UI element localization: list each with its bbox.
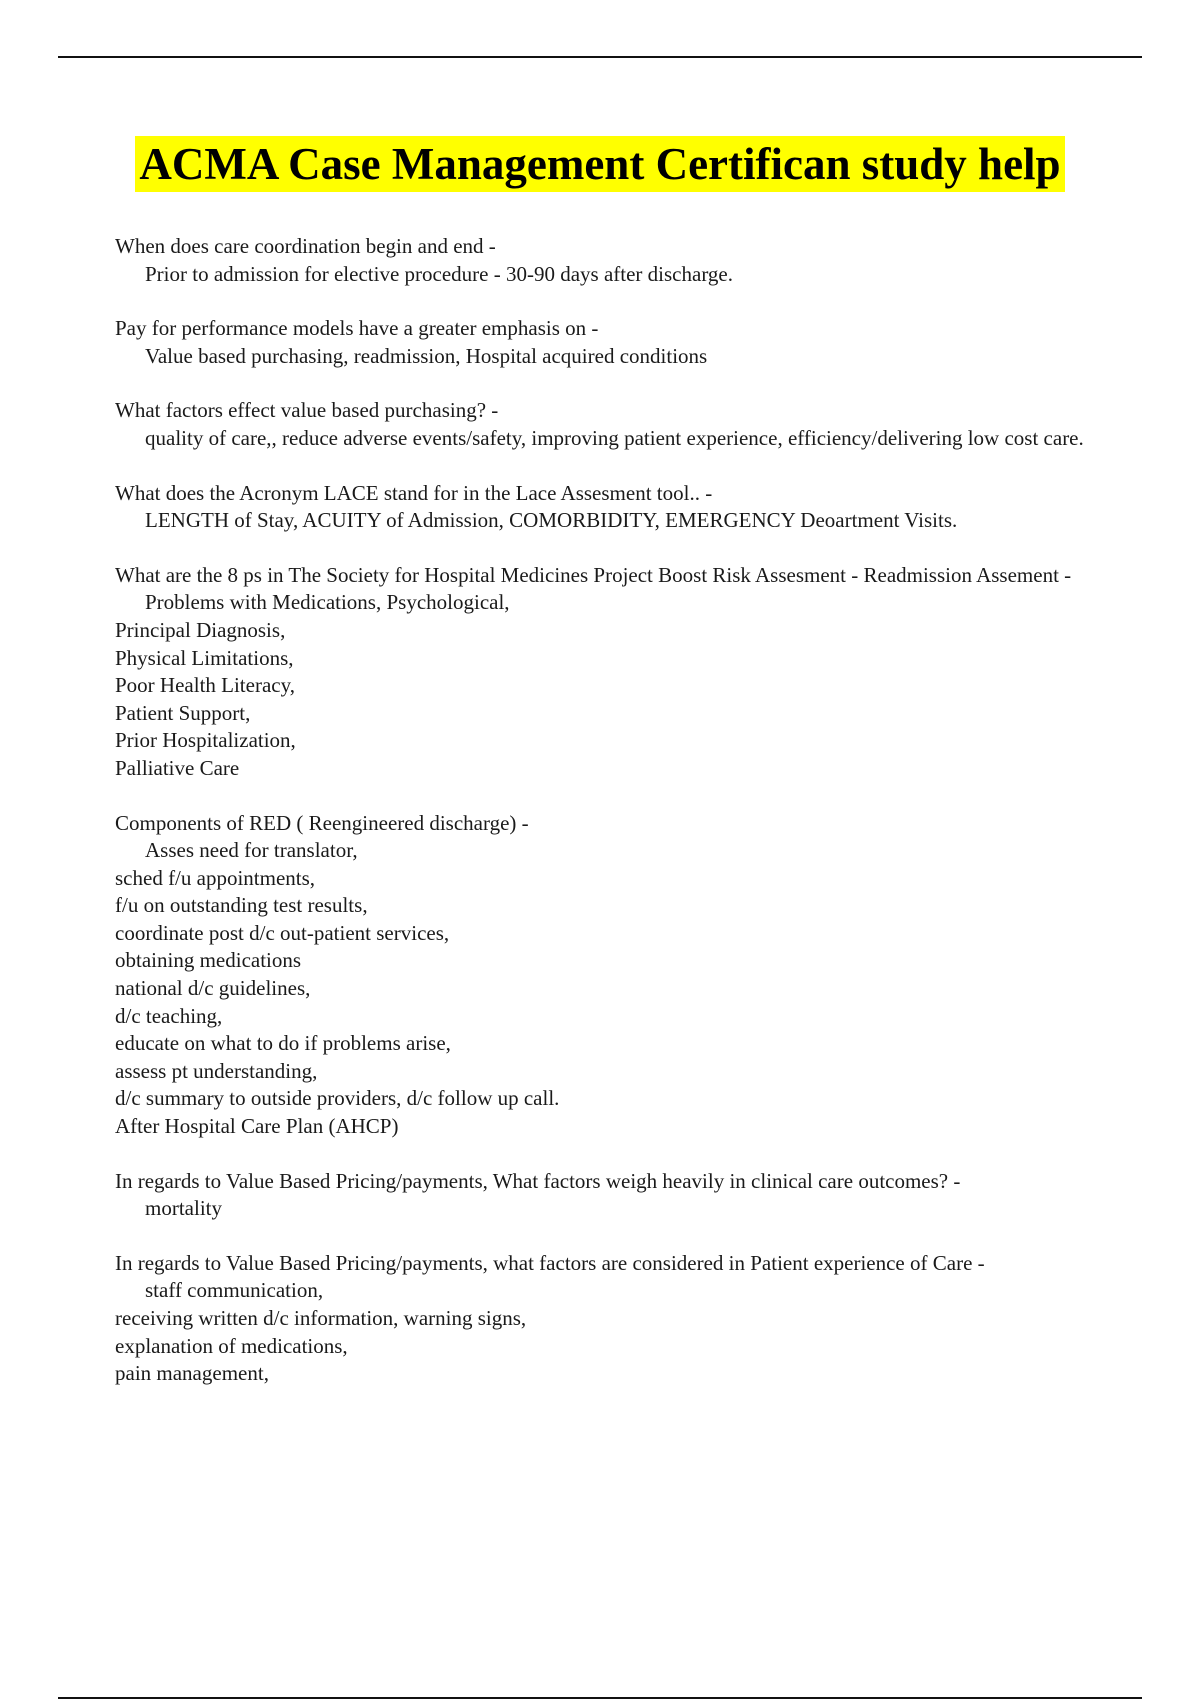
question-text: Components of RED ( Reengineered discharge) - (115, 810, 529, 835)
answer-line: educate on what to do if problems arise, (115, 1031, 451, 1056)
answer-line: coordinate post d/c out-patient services, (115, 920, 450, 945)
answer-line: assess pt understanding, (115, 1058, 318, 1083)
answer-line: sched f/u appointments, (115, 865, 316, 890)
question-text: In regards to Value Based Pricing/payments, what factors are considered in Patient experience of Care - (115, 1250, 985, 1275)
top-rule (58, 56, 1142, 58)
answer-line: Asses need for translator, (145, 838, 358, 863)
answer-line: Poor Health Literacy, (115, 673, 295, 698)
qa-item (115, 315, 1115, 370)
question-text: In regards to Value Based Pricing/payments, What factors weigh heavily in clinical care outcomes? - (115, 1168, 961, 1193)
answer-line: receiving written d/c information, warning signs, (115, 1306, 527, 1330)
question-text: Pay for performance models have a greater emphasis on - (115, 316, 599, 341)
answer-line: pain management, (115, 1361, 269, 1386)
answer-line: explanation of medications, (115, 1333, 348, 1358)
answer-line: Patient Support, (115, 700, 251, 725)
qa-item (115, 562, 1115, 783)
answer-line: national d/c guidelines, (115, 976, 311, 1001)
qa-item (115, 233, 1115, 288)
answer-line: Principal Diagnosis, (115, 617, 286, 642)
question-text: What factors effect value based purchasing? - (115, 398, 499, 423)
qa-item (115, 810, 1115, 1141)
qa-item (115, 1250, 1115, 1388)
bottom-rule (58, 1697, 1142, 1699)
title-container (0, 136, 1200, 192)
answer-line: f/u on outstanding test results, (115, 893, 368, 918)
question-text: What are the 8 ps in The Society for Hospital Medicines Project Boost Risk Assesment - Readmission Assement - (115, 562, 1072, 587)
answer-line: Palliative Care (115, 755, 240, 780)
answer-line: After Hospital Care Plan (AHCP) (115, 1114, 399, 1139)
qa-item (115, 480, 1115, 535)
qa-item (115, 1168, 1115, 1223)
answer-line: obtaining medications (115, 948, 302, 973)
document-body (115, 233, 1115, 1415)
document-title: ACMA Case Management Certifican study help (135, 136, 1064, 192)
answer-line: staff communication, (145, 1278, 324, 1303)
answer-line: Prior to admission for elective procedure - 30-90 days after discharge. (145, 261, 733, 286)
answer-line: Physical Limitations, (115, 645, 294, 670)
answer-line: Problems with Medications, Psychological, (145, 590, 510, 615)
answer-line: quality of care,, reduce adverse events/safety, improving patient experience, efficiency/delivering low cost care. (145, 425, 1084, 450)
answer-line: mortality (145, 1196, 222, 1221)
qa-item (115, 397, 1115, 452)
question-text: What does the Acronym LACE stand for in the Lace Assesment tool.. - (115, 480, 713, 505)
question-text: When does care coordination begin and end - (115, 234, 496, 258)
answer-line: Prior Hospitalization, (115, 728, 296, 753)
answer-line: d/c summary to outside providers, d/c follow up call. (115, 1086, 560, 1111)
answer-line: LENGTH of Stay, ACUITY of Admission, COMORBIDITY, EMERGENCY Deoartment Visits. (145, 508, 958, 533)
answer-line: Value based purchasing, readmission, Hospital acquired conditions (145, 343, 708, 368)
answer-line: d/c teaching, (115, 1003, 223, 1028)
